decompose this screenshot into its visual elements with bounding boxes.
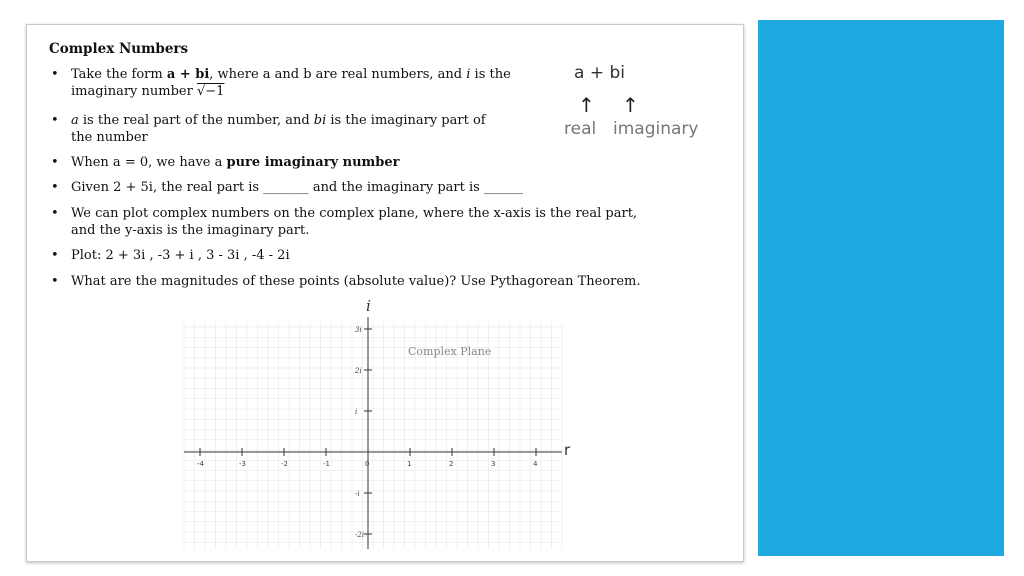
- document-slide: [26, 24, 744, 562]
- x-tick-label: -4: [197, 460, 204, 468]
- text: bi: [313, 113, 327, 128]
- text: i: [466, 67, 471, 82]
- arrow-up-icon: ↑: [622, 93, 639, 117]
- bold-term: pure imaginary number: [226, 155, 400, 170]
- text: and the y-axis is the imaginary part.: [71, 223, 310, 238]
- complex-plane: [182, 297, 612, 549]
- bullet-dot-icon: •: [51, 274, 59, 289]
- real-label: real: [564, 119, 597, 139]
- text: imaginary number: [71, 84, 197, 99]
- bullet-dot-icon: •: [51, 113, 59, 128]
- y-axis-label: i: [366, 297, 371, 315]
- text: is the imaginary part of: [326, 113, 486, 128]
- x-tick-label: 1: [407, 460, 412, 468]
- formula-expression: a + bi: [574, 63, 625, 83]
- y-tick-label: -2i: [355, 531, 365, 539]
- text: Take the form: [71, 67, 167, 82]
- text: is the: [470, 67, 511, 82]
- x-axis-label: r: [564, 441, 571, 459]
- accent-panel: [758, 20, 1004, 556]
- text: , where a and b are real numbers, and: [209, 67, 467, 82]
- x-tick-label: -3: [239, 460, 246, 468]
- text: When a = 0, we have a: [71, 155, 227, 170]
- x-tick-label: -1: [323, 460, 330, 468]
- imaginary-label: imaginary: [613, 119, 699, 139]
- x-tick-label: 3: [491, 460, 496, 468]
- x-tick-label: 0: [365, 460, 370, 468]
- bullet-dot-icon: •: [51, 180, 59, 195]
- x-tick-label: 2: [449, 460, 454, 468]
- y-tick-label: 2i: [355, 367, 362, 375]
- text: a: [71, 113, 79, 128]
- bullet-dot-icon: •: [51, 67, 59, 82]
- text: We can plot complex numbers on the complex plane, where the x-axis is the real part,: [71, 206, 638, 221]
- text: Plot: 2 + 3i , -3 + i , 3 - 3i , -4 - 2i: [71, 248, 290, 263]
- page-title: Complex Numbers: [49, 41, 189, 57]
- y-tick-label: 3i: [355, 326, 362, 334]
- bullet-dot-icon: •: [51, 248, 59, 263]
- text: is the real part of the number, and: [78, 113, 314, 128]
- sqrt-expression: √−1: [196, 84, 225, 99]
- x-tick-label: 4: [533, 460, 538, 468]
- bullet-dot-icon: •: [51, 206, 59, 221]
- bullet-dot-icon: •: [51, 155, 59, 170]
- grid: [184, 322, 562, 549]
- form-expression: a + bi: [166, 67, 210, 82]
- text: the number: [71, 130, 148, 145]
- y-tick-label: -i: [355, 490, 360, 498]
- y-tick-label: i: [355, 408, 358, 416]
- arrow-up-icon: ↑: [578, 93, 595, 117]
- x-tick-label: -2: [281, 460, 288, 468]
- text: Given 2 + 5i, the real part is _______ and the imaginary part is ______: [71, 180, 523, 195]
- text: What are the magnitudes of these points (absolute value)? Use Pythagorean Theorem.: [71, 274, 641, 289]
- plane-title: Complex Plane: [408, 345, 492, 358]
